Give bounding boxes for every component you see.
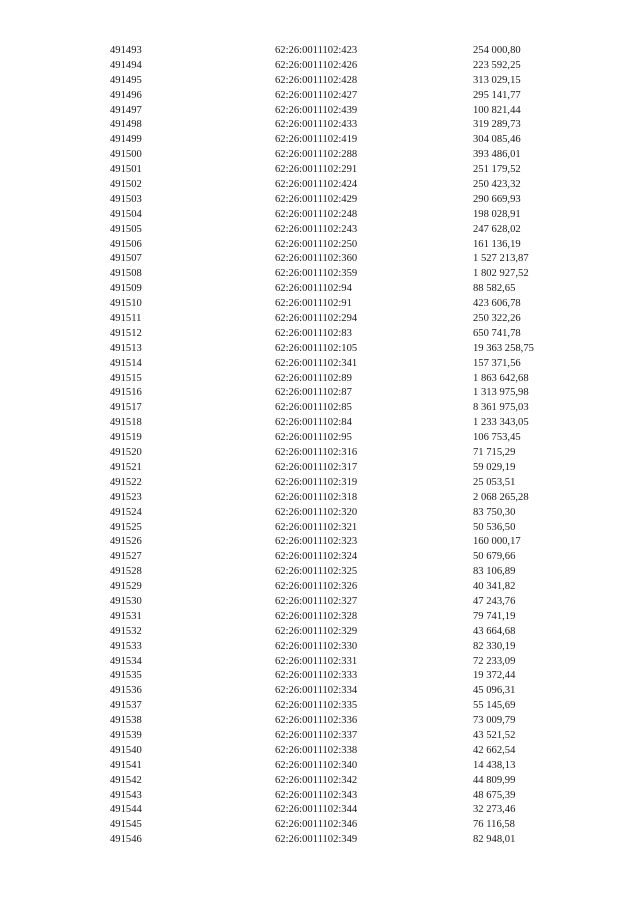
table-row	[110, 89, 570, 104]
table-row	[110, 729, 570, 744]
table-row	[110, 714, 570, 729]
row-number: 491503	[110, 193, 142, 205]
row-number: 491544	[110, 804, 142, 816]
row-number: 491508	[110, 268, 142, 280]
cadastral-number: 62:26:0011102:324	[275, 551, 358, 563]
cadastral-number: 62:26:0011102:329	[275, 625, 358, 637]
table-row	[110, 44, 570, 59]
cadastral-value: 8 361 975,03	[473, 402, 529, 414]
cadastral-value: 55 145,69	[473, 700, 516, 712]
row-number: 491526	[110, 536, 142, 548]
cadastral-number: 62:26:0011102:89	[275, 372, 352, 384]
row-number: 491516	[110, 387, 142, 399]
cadastral-number: 62:26:0011102:94	[275, 283, 352, 295]
row-number: 491530	[110, 595, 142, 607]
cadastral-number: 62:26:0011102:439	[275, 104, 358, 116]
cadastral-number: 62:26:0011102:359	[275, 268, 358, 280]
table-row	[110, 59, 570, 74]
cadastral-number: 62:26:0011102:294	[275, 313, 358, 325]
row-number: 491501	[110, 164, 142, 176]
cadastral-value: 19 363 258,75	[473, 342, 534, 354]
cadastral-number: 62:26:0011102:319	[275, 476, 358, 488]
table-row	[110, 416, 570, 431]
cadastral-value: 82 948,01	[473, 834, 516, 846]
cadastral-number: 62:26:0011102:344	[275, 804, 358, 816]
row-number: 491511	[110, 313, 142, 325]
table-row	[110, 535, 570, 550]
table-row	[110, 789, 570, 804]
table-row	[110, 267, 570, 282]
cadastral-value: 19 372,44	[473, 670, 516, 682]
cadastral-number: 62:26:0011102:328	[275, 610, 358, 622]
row-number: 491517	[110, 402, 142, 414]
cadastral-value: 76 116,58	[473, 819, 515, 831]
cadastral-number: 62:26:0011102:83	[275, 327, 352, 339]
row-number: 491522	[110, 476, 142, 488]
cadastral-number: 62:26:0011102:85	[275, 402, 352, 414]
cadastral-value: 254 000,80	[473, 45, 521, 56]
cadastral-value: 250 322,26	[473, 313, 521, 325]
table-row	[110, 252, 570, 267]
table-row	[110, 104, 570, 119]
table-row	[110, 669, 570, 684]
table-row	[110, 163, 570, 178]
cadastral-number: 62:26:0011102:87	[275, 387, 352, 399]
table-row	[110, 342, 570, 357]
cadastral-number: 62:26:0011102:424	[275, 179, 358, 191]
cadastral-value: 2 068 265,28	[473, 491, 529, 503]
cadastral-value: 1 863 642,68	[473, 372, 529, 384]
cadastral-value: 161 136,19	[473, 238, 521, 250]
cadastral-value: 247 628,02	[473, 223, 521, 235]
cadastral-number: 62:26:0011102:333	[275, 670, 358, 682]
cadastral-number: 62:26:0011102:426	[275, 59, 358, 71]
table-row	[110, 491, 570, 506]
row-number: 491542	[110, 774, 142, 786]
table-row	[110, 386, 570, 401]
cadastral-number: 62:26:0011102:291	[275, 164, 358, 176]
cadastral-value: 59 029,19	[473, 461, 516, 473]
row-number: 491518	[110, 417, 142, 429]
cadastral-value: 83 106,89	[473, 566, 516, 578]
cadastral-number: 62:26:0011102:423	[275, 45, 358, 56]
cadastral-value: 106 753,45	[473, 432, 521, 444]
cadastral-number: 62:26:0011102:327	[275, 595, 358, 607]
table-row	[110, 178, 570, 193]
cadastral-value: 251 179,52	[473, 164, 521, 176]
cadastral-number: 62:26:0011102:337	[275, 729, 358, 741]
table-row	[110, 550, 570, 565]
row-number: 491532	[110, 625, 142, 637]
cadastral-number: 62:26:0011102:433	[275, 119, 358, 131]
row-number: 491545	[110, 819, 142, 831]
row-number: 491546	[110, 834, 142, 846]
cadastral-number: 62:26:0011102:323	[275, 536, 358, 548]
cadastral-number: 62:26:0011102:316	[275, 447, 358, 459]
table-row	[110, 193, 570, 208]
row-number: 491523	[110, 491, 142, 503]
row-number: 491534	[110, 655, 142, 667]
cadastral-number: 62:26:0011102:341	[275, 357, 358, 369]
row-number: 491513	[110, 342, 142, 354]
row-number: 491525	[110, 521, 142, 533]
table-row	[110, 74, 570, 89]
table-row	[110, 238, 570, 253]
cadastral-number: 62:26:0011102:318	[275, 491, 358, 503]
row-number: 491520	[110, 447, 142, 459]
cadastral-number: 62:26:0011102:336	[275, 715, 358, 727]
cadastral-value: 223 592,25	[473, 59, 521, 71]
cadastral-value: 1 313 975,98	[473, 387, 529, 399]
table-row	[110, 401, 570, 416]
cadastral-value: 50 679,66	[473, 551, 516, 563]
cadastral-value: 44 809,99	[473, 774, 516, 786]
row-number: 491531	[110, 610, 142, 622]
row-number: 491537	[110, 700, 142, 712]
cadastral-value: 1 527 213,87	[473, 253, 529, 265]
row-number: 491504	[110, 208, 142, 220]
row-number: 491499	[110, 134, 142, 146]
cadastral-number: 62:26:0011102:325	[275, 566, 358, 578]
table-row	[110, 357, 570, 372]
cadastral-number: 62:26:0011102:326	[275, 581, 358, 593]
row-number: 491533	[110, 640, 142, 652]
table-row	[110, 521, 570, 536]
cadastral-value: 160 000,17	[473, 536, 521, 548]
cadastral-value: 40 341,82	[473, 581, 516, 593]
cadastral-number: 62:26:0011102:320	[275, 506, 358, 518]
cadastral-value: 157 371,56	[473, 357, 521, 369]
row-number: 491541	[110, 759, 142, 771]
cadastral-value: 47 243,76	[473, 595, 516, 607]
cadastral-number: 62:26:0011102:338	[275, 744, 358, 756]
cadastral-number: 62:26:0011102:331	[275, 655, 358, 667]
table-row	[110, 282, 570, 297]
cadastral-value: 393 486,01	[473, 149, 521, 161]
table-row	[110, 655, 570, 670]
cadastral-value: 25 053,51	[473, 476, 516, 488]
cadastral-value-table	[110, 44, 570, 848]
row-number: 491540	[110, 744, 142, 756]
cadastral-number: 62:26:0011102:321	[275, 521, 358, 533]
table-row	[110, 818, 570, 833]
table-row	[110, 640, 570, 655]
table-row	[110, 595, 570, 610]
row-number: 491505	[110, 223, 142, 235]
row-number: 491507	[110, 253, 142, 265]
table-row	[110, 327, 570, 342]
row-number: 491521	[110, 461, 142, 473]
table-row	[110, 223, 570, 238]
cadastral-value: 71 715,29	[473, 447, 516, 459]
table-row	[110, 803, 570, 818]
row-number: 491529	[110, 581, 142, 593]
cadastral-value: 73 009,79	[473, 715, 516, 727]
cadastral-number: 62:26:0011102:248	[275, 208, 358, 220]
table-row	[110, 610, 570, 625]
table-row	[110, 118, 570, 133]
cadastral-number: 62:26:0011102:428	[275, 74, 358, 86]
table-row	[110, 684, 570, 699]
cadastral-number: 62:26:0011102:95	[275, 432, 352, 444]
row-number: 491497	[110, 104, 142, 116]
cadastral-number: 62:26:0011102:349	[275, 834, 358, 846]
cadastral-number: 62:26:0011102:334	[275, 685, 358, 697]
row-number: 491536	[110, 685, 142, 697]
table-row	[110, 744, 570, 759]
row-number: 491538	[110, 715, 142, 727]
cadastral-number: 62:26:0011102:250	[275, 238, 358, 250]
cadastral-value: 43 521,52	[473, 729, 516, 741]
row-number: 491498	[110, 119, 142, 131]
table-row	[110, 431, 570, 446]
cadastral-number: 62:26:0011102:105	[275, 342, 358, 354]
cadastral-value: 42 662,54	[473, 744, 516, 756]
table-row	[110, 312, 570, 327]
table-row	[110, 699, 570, 714]
table-row	[110, 833, 570, 848]
cadastral-value: 79 741,19	[473, 610, 516, 622]
cadastral-value: 250 423,32	[473, 179, 521, 191]
row-number: 491515	[110, 372, 142, 384]
row-number: 491496	[110, 89, 142, 101]
cadastral-value: 319 289,73	[473, 119, 521, 131]
table-row	[110, 625, 570, 640]
cadastral-number: 62:26:0011102:342	[275, 774, 358, 786]
table-row	[110, 759, 570, 774]
row-number: 491510	[110, 298, 142, 310]
cadastral-value: 45 096,31	[473, 685, 516, 697]
cadastral-value: 650 741,78	[473, 327, 521, 339]
cadastral-number: 62:26:0011102:429	[275, 193, 358, 205]
table-row	[110, 476, 570, 491]
cadastral-value: 1 802 927,52	[473, 268, 529, 280]
row-number: 491528	[110, 566, 142, 578]
cadastral-value: 72 233,09	[473, 655, 516, 667]
row-number: 491493	[110, 45, 142, 56]
table-row	[110, 297, 570, 312]
row-number: 491494	[110, 59, 142, 71]
cadastral-number: 62:26:0011102:91	[275, 298, 352, 310]
row-number: 491535	[110, 670, 142, 682]
cadastral-value: 88 582,65	[473, 283, 516, 295]
cadastral-value: 423 606,78	[473, 298, 521, 310]
cadastral-number: 62:26:0011102:335	[275, 700, 358, 712]
cadastral-number: 62:26:0011102:330	[275, 640, 358, 652]
cadastral-number: 62:26:0011102:427	[275, 89, 358, 101]
cadastral-value: 198 028,91	[473, 208, 521, 220]
row-number: 491506	[110, 238, 142, 250]
cadastral-number: 62:26:0011102:84	[275, 417, 352, 429]
cadastral-value: 1 233 343,05	[473, 417, 529, 429]
row-number: 491512	[110, 327, 142, 339]
table-row	[110, 580, 570, 595]
table-row	[110, 774, 570, 789]
table-row	[110, 148, 570, 163]
cadastral-number: 62:26:0011102:340	[275, 759, 358, 771]
row-number: 491509	[110, 283, 142, 295]
row-number: 491514	[110, 357, 142, 369]
cadastral-value: 32 273,46	[473, 804, 516, 816]
row-number: 491502	[110, 179, 142, 191]
table-row	[110, 133, 570, 148]
row-number: 491495	[110, 74, 142, 86]
row-number: 491539	[110, 729, 142, 741]
cadastral-number: 62:26:0011102:317	[275, 461, 358, 473]
row-number: 491543	[110, 789, 142, 801]
cadastral-value: 82 330,19	[473, 640, 516, 652]
cadastral-number: 62:26:0011102:346	[275, 819, 358, 831]
cadastral-value: 313 029,15	[473, 74, 521, 86]
row-number: 491519	[110, 432, 142, 444]
cadastral-number: 62:26:0011102:288	[275, 149, 358, 161]
table-row	[110, 565, 570, 580]
cadastral-value: 14 438,13	[473, 759, 516, 771]
cadastral-number: 62:26:0011102:343	[275, 789, 358, 801]
cadastral-value: 295 141,77	[473, 89, 521, 101]
cadastral-value: 50 536,50	[473, 521, 516, 533]
cadastral-number: 62:26:0011102:243	[275, 223, 358, 235]
row-number: 491500	[110, 149, 142, 161]
table-row	[110, 506, 570, 521]
cadastral-value: 43 664,68	[473, 625, 516, 637]
cadastral-value: 304 085,46	[473, 134, 521, 146]
row-number: 491524	[110, 506, 142, 518]
table-row	[110, 446, 570, 461]
cadastral-value: 100 821,44	[473, 104, 521, 116]
cadastral-number: 62:26:0011102:419	[275, 134, 358, 146]
cadastral-value: 290 669,93	[473, 193, 521, 205]
row-number: 491527	[110, 551, 142, 563]
cadastral-value: 48 675,39	[473, 789, 516, 801]
table-row	[110, 208, 570, 223]
table-row	[110, 372, 570, 387]
table-row	[110, 461, 570, 476]
cadastral-value: 83 750,30	[473, 506, 516, 518]
cadastral-number: 62:26:0011102:360	[275, 253, 358, 265]
